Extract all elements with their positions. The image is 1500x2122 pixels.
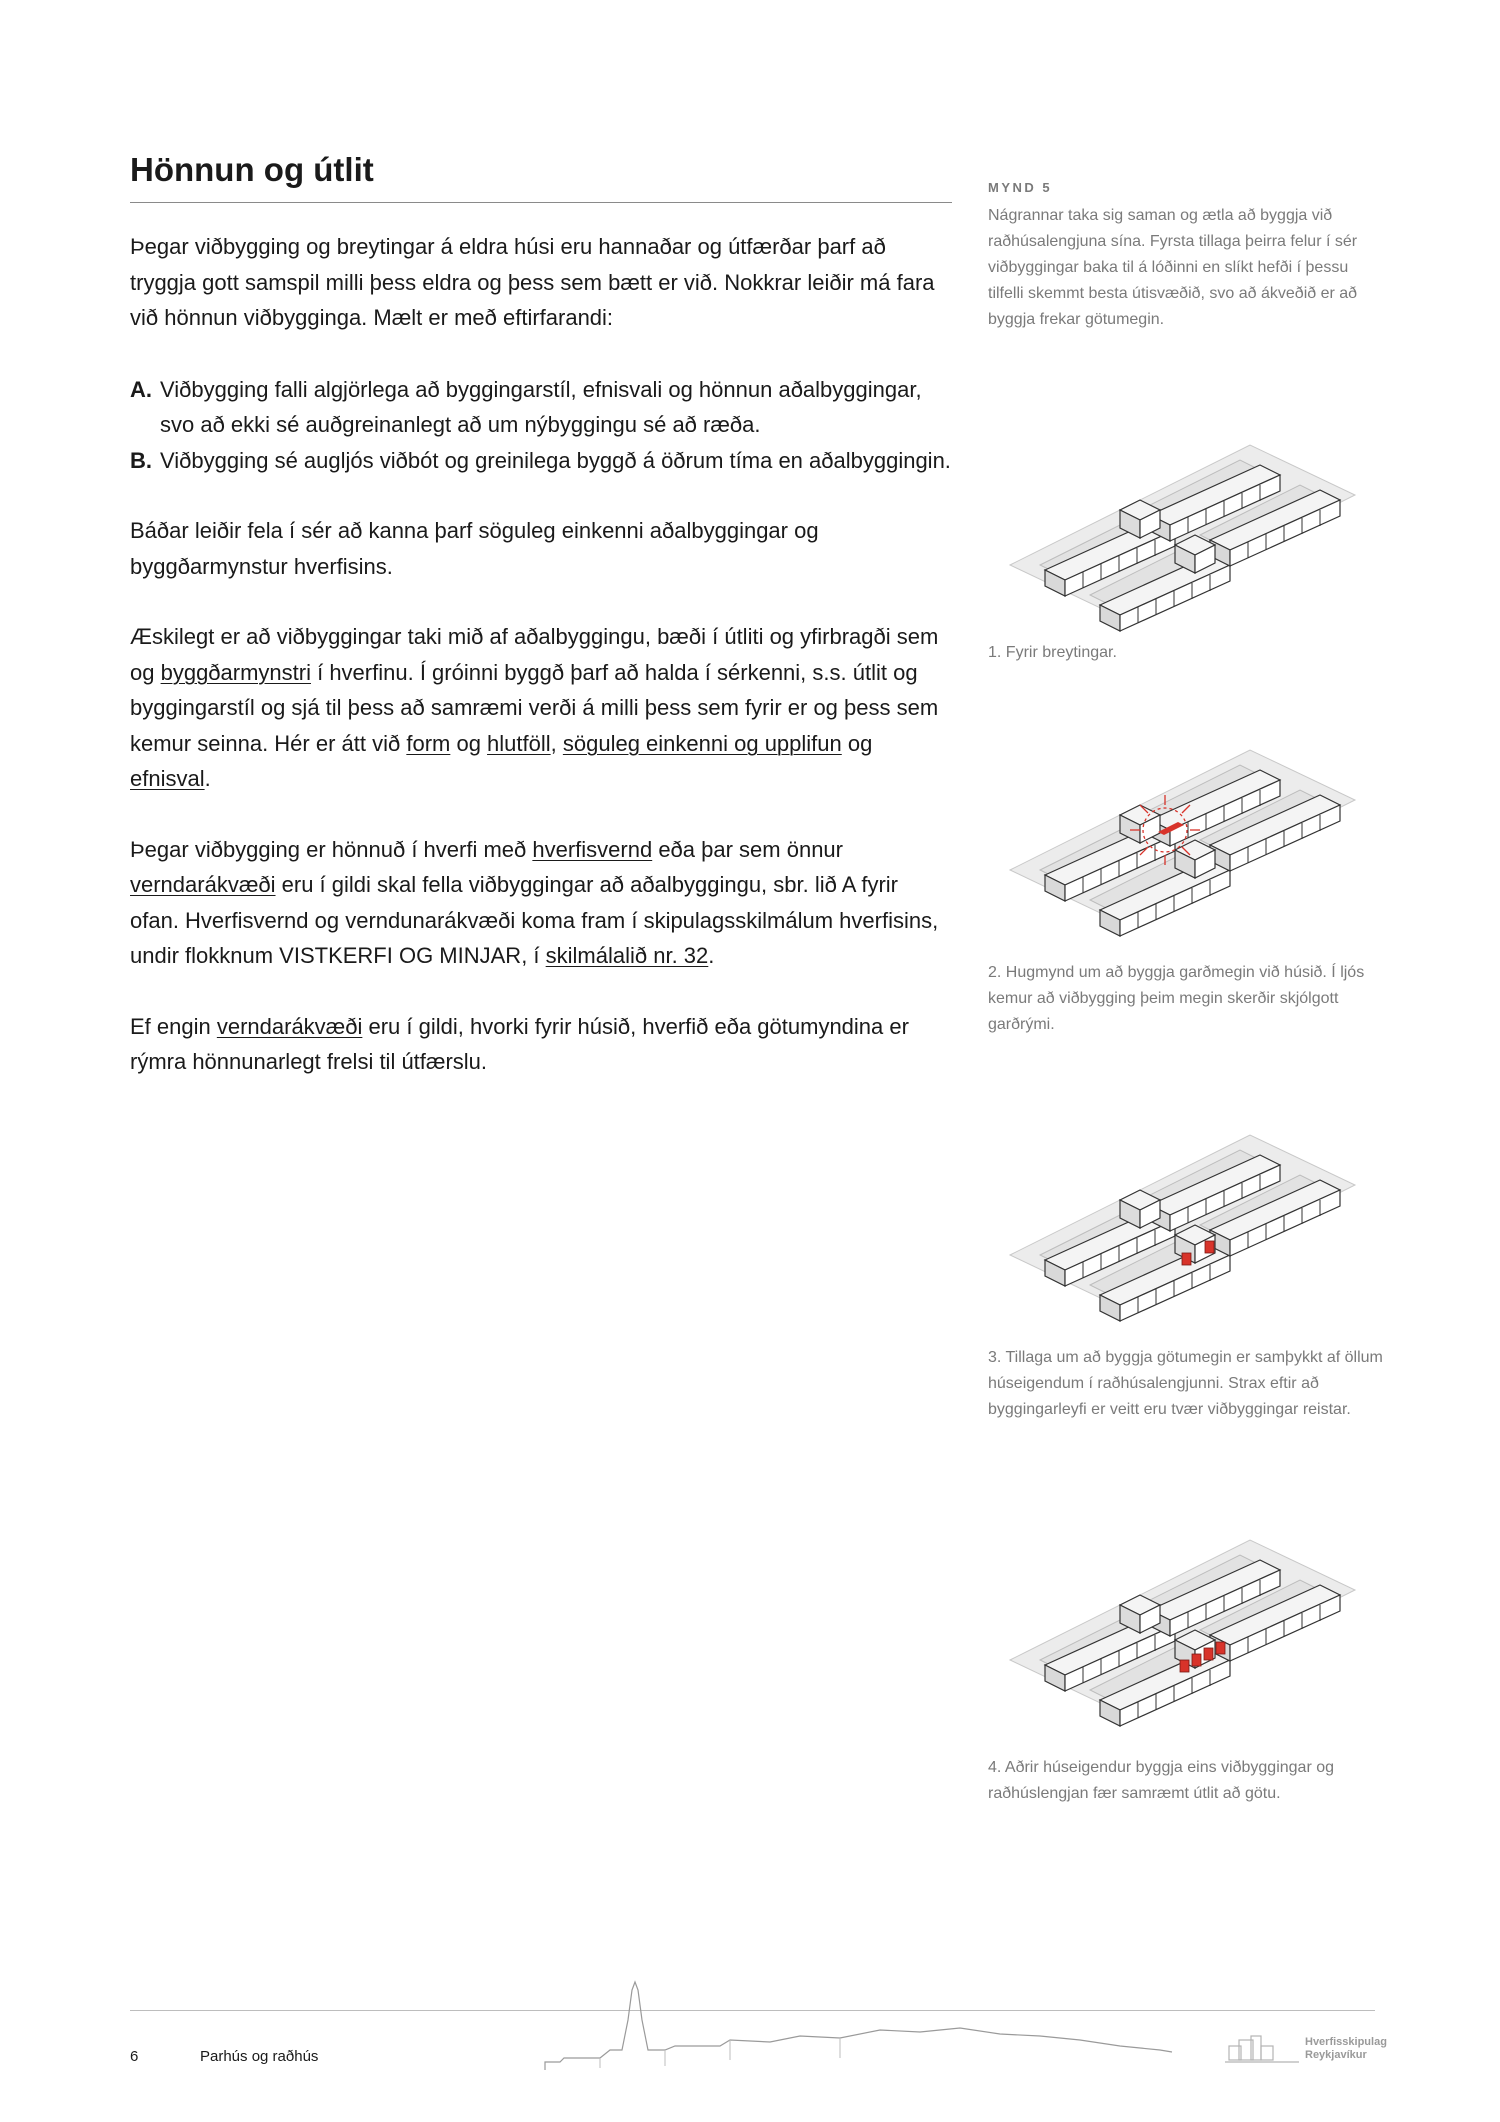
paragraph-protection: Þegar viðbygging er hönnuð í hverfi með hverfisvernd eða þar sem önnur verndarákvæði eru í gildi skal fella viðbyggingar að aðalbyggingu, sbr. lið A fyrir ofan. Hverfisvernd og verndunarákvæði koma fram í skipulagsskilmálum hverfisins, undir flokknum VISTKERFI OG MINJAR, í skilmálalið nr. 32.: [130, 836, 939, 968]
figure-caption: 1. Fyrir breytingar.: [988, 644, 1117, 661]
section-name: Parhús og raðhús: [200, 2048, 319, 2065]
figure-intro: [988, 175, 1388, 333]
figure-caption: 2. Hugmynd um að byggja garðmegin við húsið. Í ljós kemur að viðbygging þeim megin skerðir skjólgott garðrými.: [988, 964, 1365, 1033]
city-skyline-icon: [540, 1980, 1180, 2075]
link-form[interactable]: form: [406, 730, 451, 756]
page-title: Hönnun og útlit: [130, 151, 374, 188]
paragraph-historic: Báðar leiðir fela í sér að kanna þarf söguleg einkenni aðalbyggingar og byggðarmynstur hverfisins.: [130, 518, 819, 579]
link-verndarakvaedi-2[interactable]: verndarákvæði: [216, 1013, 363, 1039]
figure-caption: 4. Aðrir húseigendur byggja eins viðbyggingar og raðhúslengjan fær samræmt útlit að götu.: [988, 1759, 1335, 1802]
link-byggdarmynstri[interactable]: byggðarmynstri: [160, 659, 311, 685]
link-skilmalalid-32[interactable]: skilmálalið nr. 32: [545, 943, 709, 968]
list-item: [130, 443, 952, 479]
figure-step-1: [1000, 415, 1365, 645]
link-verndarakvaedi[interactable]: verndarákvæði: [130, 872, 276, 897]
main-column: [130, 148, 952, 1080]
isometric-neighbourhood-illustration: [1000, 415, 1365, 645]
new-extension: [1180, 1660, 1189, 1672]
list-item-text: Viðbygging falli algjörlega að byggingarstíl, efnisvali og hönnun aðalbyggingar, svo að ekki sé auðgreinanlegt að um nýbyggingu sé að ræða.: [160, 376, 922, 437]
paragraph-freedom: Ef engin verndarákvæði eru í gildi, hvorki fyrir húsið, hverfið eða götumyndina er rýmra hönnunarlegt frelsi til útfærslu.: [130, 1013, 909, 1074]
new-extension: [1192, 1654, 1201, 1666]
logo-icon: [1225, 2032, 1299, 2066]
list-marker: B.: [130, 447, 152, 473]
new-extension: [1216, 1642, 1225, 1654]
link-hlutfoll[interactable]: hlutföll: [487, 730, 551, 756]
intro-paragraph: Þegar viðbygging og breytingar á eldra húsi eru hannaðar og útfærðar þarf að tryggja gott samspil milli þess eldra og þess sem bætt er við. Nokkrar leiðir má fara við hönnun viðbygginga. Mælt er með eftirfarandi:: [130, 234, 935, 330]
figure-step-3: [1000, 1105, 1365, 1335]
list-marker: A.: [130, 376, 152, 402]
logo-text: Hverfisskipulag Reykjavíkur: [1305, 2036, 1387, 2061]
paragraph-character: Æskilegt er að viðbyggingar taki mið af aðalbyggingu, bæði í útliti og yfirbragði sem og byggðarmynstri í hverfinu. Í gróinni byggð þarf að halda í sérkenni, s.s. útlit og byggingarstíl og sjá til þess að samræmi verði á milli þess sem fyrir er og þess sem kemur seinna. Hér er átt við form og hlutföll, söguleg einkenni og upplifun og efnisval.: [130, 624, 939, 791]
title-divider: [130, 202, 952, 203]
figure-step-4: [1000, 1510, 1365, 1740]
list-item-text: Viðbygging sé augljós viðbót og greinilega byggð á öðrum tíma en aðalbyggingin.: [160, 447, 951, 473]
link-efnisval[interactable]: efnisval: [130, 766, 205, 791]
figure-step-2: [1000, 720, 1365, 950]
page-number: 6: [130, 2048, 139, 2065]
isometric-neighbourhood-illustration: [1000, 1510, 1365, 1740]
new-extension: [1182, 1253, 1191, 1265]
link-soguleg-einkenni[interactable]: söguleg einkenni og upplifun: [562, 730, 842, 756]
list-item: [130, 372, 952, 443]
hverfisskipulag-logo: [1225, 2032, 1387, 2066]
figure-description: Nágrannar taka sig saman og ætla að byggja við raðhúsalengjuna sína. Fyrsta tillaga þeirra felur í sér viðbyggingar baka til á lóðinni en slíkt hefði í þessu tilfelli skemmt besta útisvæðið, svo að ákveðið er að byggja frekar götumegin.: [988, 207, 1358, 328]
new-extension: [1205, 1241, 1214, 1253]
link-hverfisvernd[interactable]: hverfisvernd: [532, 836, 653, 862]
new-extension: [1204, 1648, 1213, 1660]
isometric-neighbourhood-illustration: [1000, 720, 1365, 950]
figure-caption: 3. Tillaga um að byggja götumegin er samþykkt af öllum húseigendum í raðhúsalengjunni. Strax eftir að byggingarleyfi er veitt eru tvær viðbyggingar reistar.: [988, 1349, 1383, 1418]
figure-label: MYND 5: [988, 180, 1053, 195]
isometric-neighbourhood-illustration: [1000, 1105, 1365, 1335]
design-options-list: [130, 372, 952, 479]
